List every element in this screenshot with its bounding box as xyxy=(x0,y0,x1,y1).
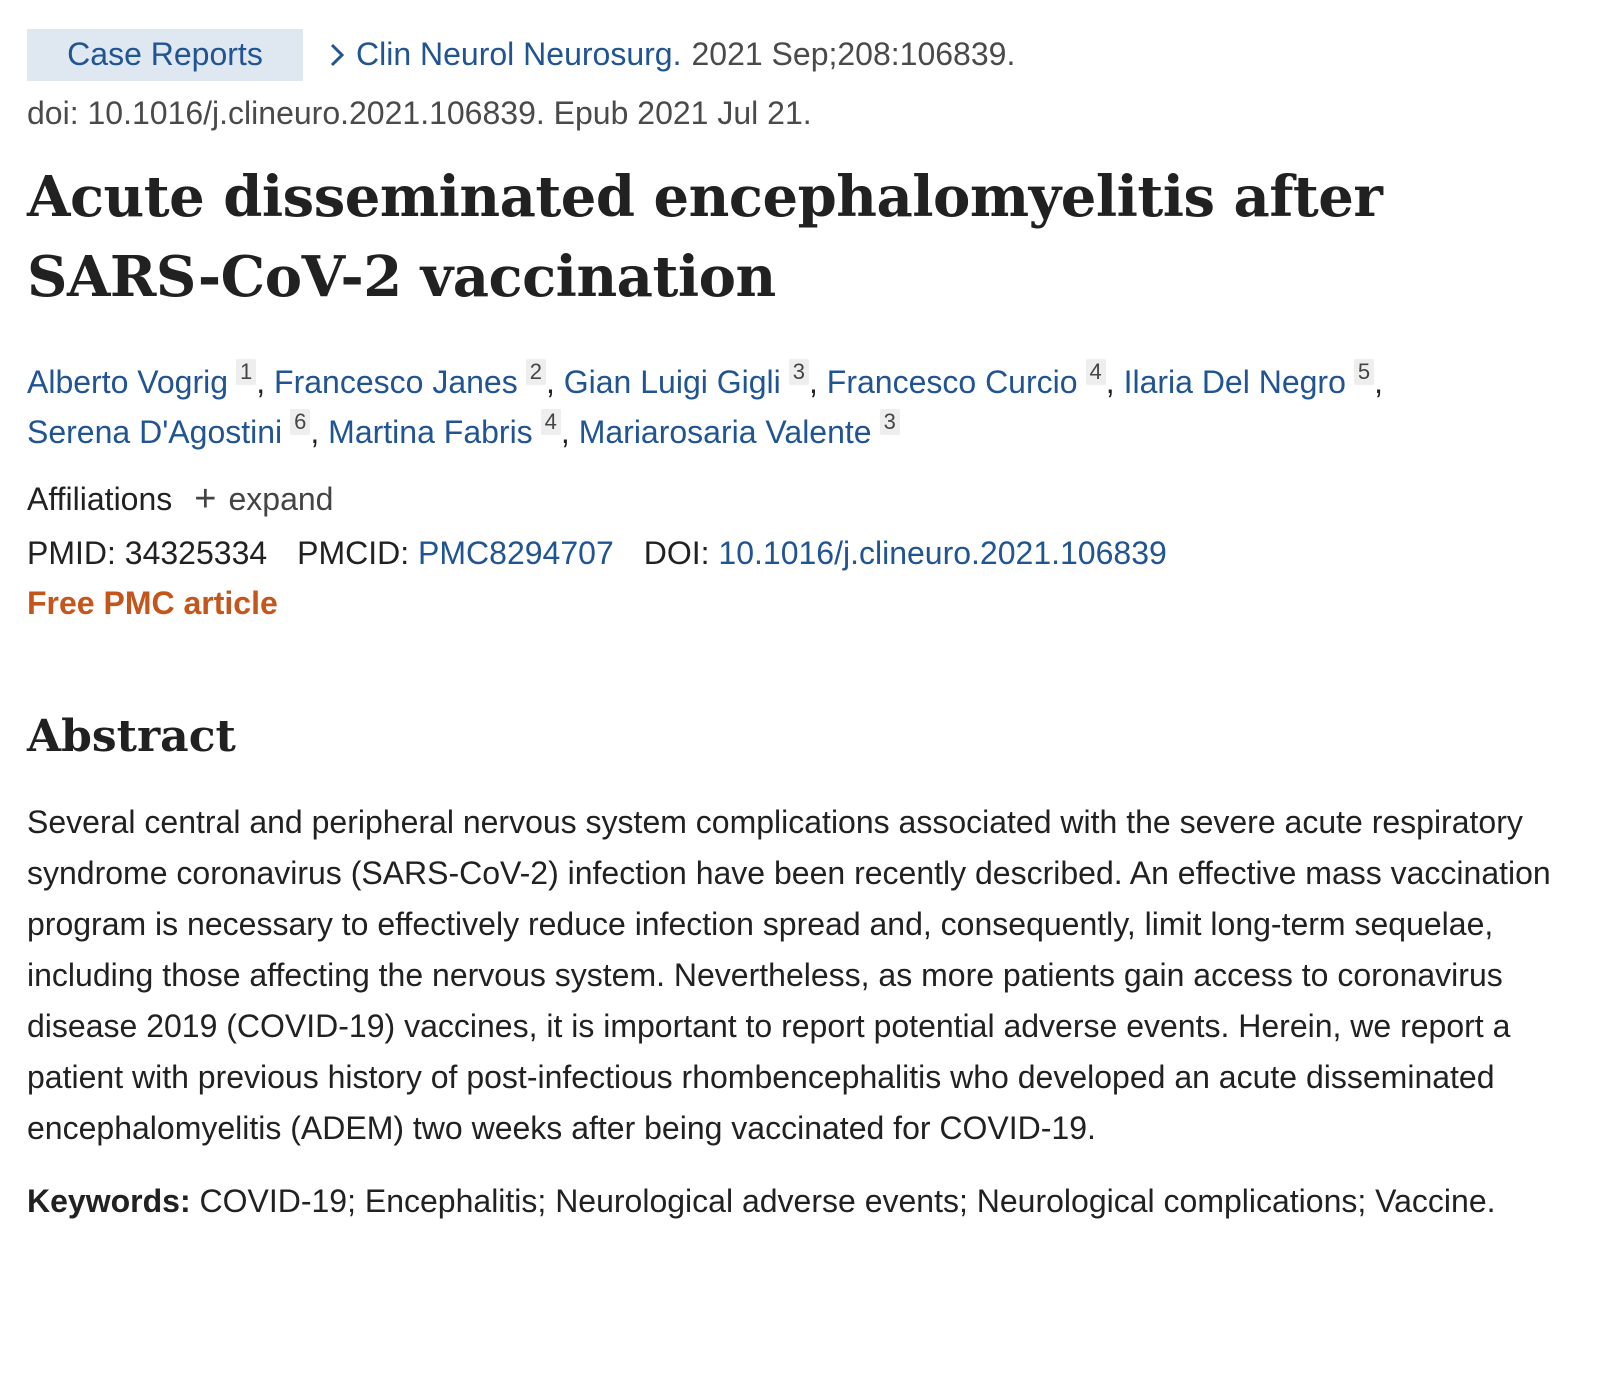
affiliation-marker[interactable]: 3 xyxy=(880,409,900,435)
affiliation-marker[interactable]: 4 xyxy=(1086,359,1106,385)
affiliation-marker[interactable]: 5 xyxy=(1354,359,1374,385)
doi-link[interactable]: 10.1016/j.clineuro.2021.106839 xyxy=(718,534,1167,571)
expand-label[interactable]: expand xyxy=(228,480,334,517)
identifiers-row xyxy=(27,529,1614,577)
doi-epub-line: doi: 10.1016/j.clineuro.2021.106839. Epub 2021 Jul 21. xyxy=(27,95,812,131)
pmid-label: PMID: xyxy=(27,534,116,571)
author-link[interactable]: Mariarosaria Valente xyxy=(578,414,872,450)
affiliation-marker[interactable]: 6 xyxy=(290,409,310,435)
author-link[interactable]: Francesco Curcio xyxy=(826,364,1078,400)
author-link[interactable]: Martina Fabris xyxy=(328,414,533,450)
affiliations-label: Affiliations xyxy=(27,480,173,517)
doi-label: DOI: xyxy=(643,534,710,571)
affiliation-marker[interactable]: 3 xyxy=(789,359,809,385)
authors-list: Alberto Vogrig 1 , Francesco Janes 2 , Gian Luigi Gigli 3 , Francesco Curcio 4 , Ilaria Del Negro 5 , Serena D'Agostini 6 , Martina Fabris 4 , Mariarosaria Valente 3 xyxy=(27,359,1384,450)
abstract-text: Several central and peripheral nervous system complications associated with the severe acute respiratory syndrome coronavirus (SARS-CoV-2) infection have been recently described. An effective mass vaccination program is necessary to effectively reduce infection spread and, consequently, limit long-term sequelae, including those affecting the nervous system. Nevertheless, as more patients gain access to coronavirus disease 2019 (COVID-19) vaccines, it is important to report potential adverse events. Herein, we report a patient with previous history of post-infectious rhombencephalitis who developed an acute disseminated encephalomyelitis (ADEM) two weeks after being vaccinated for COVID-19. xyxy=(27,804,1551,1146)
keywords-list: COVID-19; Encephalitis; Neurological adverse events; Neurological complications; Vaccine. xyxy=(199,1183,1496,1219)
pmid-value: 34325334 xyxy=(124,534,268,571)
affiliations-toggle[interactable] xyxy=(27,475,1614,523)
pmcid-label: PMCID: xyxy=(297,534,410,571)
affiliation-marker[interactable]: 1 xyxy=(236,359,256,385)
abstract-heading: Abstract xyxy=(27,711,236,762)
publication-type-badge[interactable]: Case Reports xyxy=(27,29,303,81)
keywords-label: Keywords: xyxy=(27,1183,191,1219)
plus-icon[interactable]: + xyxy=(194,478,217,520)
pmcid-link[interactable]: PMC8294707 xyxy=(418,534,614,571)
free-pmc-article-badge: Free PMC article xyxy=(27,585,278,621)
author-link[interactable]: Serena D'Agostini xyxy=(27,414,283,450)
affiliation-marker[interactable]: 4 xyxy=(541,409,561,435)
author-link[interactable]: Ilaria Del Negro xyxy=(1123,364,1346,400)
affiliation-marker[interactable]: 2 xyxy=(526,359,546,385)
article-title: Acute disseminated encephalomyelitis after SARS-CoV-2 vaccination xyxy=(27,164,1383,310)
author-link[interactable]: Francesco Janes xyxy=(274,364,518,400)
author-link[interactable]: Alberto Vogrig xyxy=(27,364,229,400)
author-link[interactable]: Gian Luigi Gigli xyxy=(563,364,781,400)
chevron-right-icon xyxy=(328,40,346,70)
citation-details: 2021 Sep;208:106839. xyxy=(691,36,1016,72)
keywords xyxy=(27,1176,1572,1226)
article-header xyxy=(27,28,1614,81)
journal-link[interactable]: Clin Neurol Neurosurg. xyxy=(356,36,682,72)
